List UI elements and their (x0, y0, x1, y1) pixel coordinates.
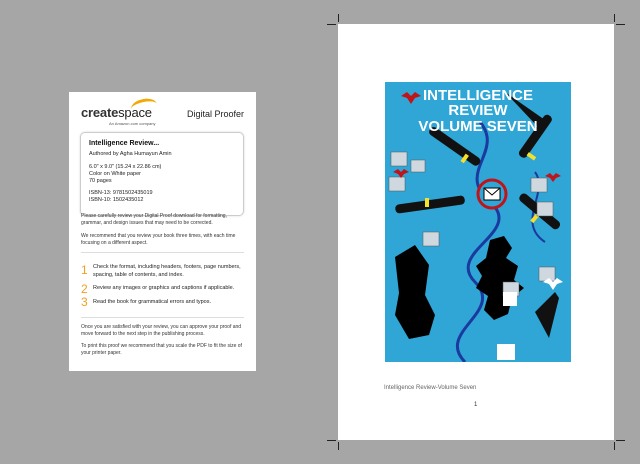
intro-paragraph-1: Please carefully review your Digital Proof download for formatting, grammar, and design issues that may need to be corrected. (81, 213, 227, 226)
step-3-text: Read the book for grammatical errors and typos. (93, 299, 212, 305)
page-number: 1 (474, 402, 478, 408)
proof-info-card (69, 92, 256, 371)
crop-mark (614, 14, 615, 22)
crop-mark (616, 24, 625, 25)
createspace-logo (81, 105, 152, 120)
crop-mark (327, 440, 336, 441)
book-author: Authored by Agha Humayun Amin (89, 151, 172, 157)
intro-paragraph-2: We recommend that you review your book three times, with each time focusing on a different aspect. (81, 233, 236, 246)
step-2-text: Review any images or graphics and captions if applicable. (93, 285, 235, 291)
step-2-number: 2 (81, 282, 88, 296)
book-paper: Color on White paper (89, 171, 141, 177)
divider (81, 252, 244, 253)
logo-create-text: create (81, 105, 119, 120)
cover-title-line-3: VOLUME SEVEN (418, 118, 538, 135)
crop-mark (614, 442, 615, 450)
page-caption: Intelligence Review-Volume Seven (384, 385, 477, 391)
book-info-box (80, 132, 244, 216)
book-cover-image (385, 82, 571, 362)
book-pages: 70 pages (89, 178, 112, 184)
outro-paragraph-2: To print this proof we recommend that you scale the PDF to fit the size of your printer paper. (81, 343, 242, 356)
crop-mark (338, 442, 339, 450)
book-trim-size: 6.0" x 9.0" (15.24 x 22.86 cm) (89, 164, 162, 170)
step-1-number: 1 (81, 263, 88, 277)
logo-space-text: space (118, 105, 152, 120)
cover-title-line-1: INTELLIGENCE (422, 87, 534, 104)
crop-mark (338, 14, 339, 22)
divider (81, 317, 244, 318)
book-title: Intelligence Review... (89, 140, 160, 147)
book-isbn10: ISBN-10: 1502435012 (89, 197, 144, 203)
crop-mark (616, 440, 625, 441)
digital-proofer-label: Digital Proofer (186, 109, 244, 119)
book-isbn13: ISBN-13: 9781502435019 (89, 190, 153, 196)
cover-title-line-2: REVIEW (448, 102, 508, 119)
outro-paragraph-1: Once you are satisfied with your review, you can approve your proof and move forward to the next step in the publishing process. (81, 324, 242, 337)
step-1-text: Check the format, including headers, footers, page numbers, spacing, table of contents, and index. (93, 264, 241, 278)
logo-swoosh-icon (130, 96, 159, 116)
crop-mark (327, 24, 336, 25)
logo-subtitle: An Amazon.com company (109, 121, 156, 126)
step-3-number: 3 (81, 295, 88, 309)
